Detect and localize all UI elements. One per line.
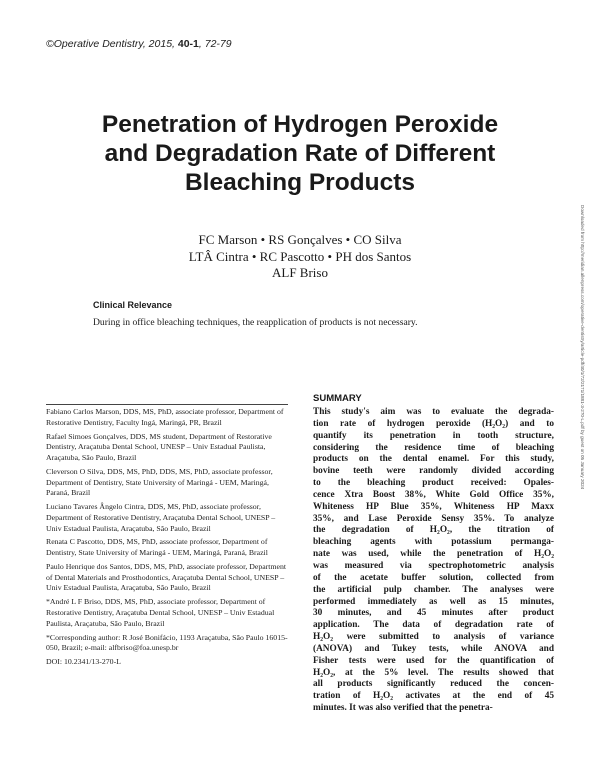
affiliations-divider [46,404,288,405]
summary-line: to the bleaching product received: Opales- [313,478,554,489]
summary-line: H₂O₂ were submitted to analysis of variance [313,632,554,643]
journal-name: Operative Dentistry [53,38,143,50]
download-note [577,205,587,765]
summary-line: the degradation of H₂O₂, the titration of [313,525,554,536]
author-list [60,232,540,282]
summary-line: considering the residence time of bleaching [313,442,554,453]
title-line: and Degradation Rate of Different [104,140,496,167]
affiliation-item: Paulo Henrique dos Santos, DDS, MS, PhD, associate professor, Department of Dental Materials and Prosthodontics, Araçatuba Dental School, UNESP – Univ Estadual Paulista, Araçatuba, São Paulo, Brazil [46,562,287,593]
doi: DOI: 10.2341/13-270-L [46,657,121,667]
journal-year: , 2015, [142,38,178,50]
journal-symbol: © [46,38,54,50]
summary-line: Fisher tests were used for the quantification of [313,655,554,666]
summary-line: cence Xtra Boost 38%, White Gold Office 35%, [313,489,554,500]
author-line: FC Marson • RS Gonçalves • CO Silva [198,232,402,247]
summary-line: nate was used, while the penetration of H₂O₂ [313,549,554,560]
summary-line: tion rate of hydrogen peroxide (H₂O₂) and to [313,418,554,429]
summary-line: application. The data of degradation rate of [313,620,554,631]
summary-line: of the acetate buffer solution, collected from [313,572,554,583]
affiliation-item: Rafael Simoes Gonçalves, DDS, MS student, Department of Restorative Dentistry, Araçatuba Dental School, UNESP – Univ Estadual Paulista, Araçatuba, São Paulo, Brazil [46,431,272,462]
summary-text [313,407,554,715]
summary-line: H₂O₂, at the 5% level. The results showed that [313,667,554,678]
summary-line: products on the dental enamel. For this study, [313,454,554,465]
summary-line: bleaching agents with potassium permanga- [313,537,554,548]
summary-line: (ANOVA) and Tukey tests, while ANOVA and [313,643,554,654]
summary-line: This study's aim was to evaluate the degrada- [313,407,554,417]
summary-line: all products significantly reduced the concen- [313,679,554,690]
journal-pages: , 72-79 [198,38,232,50]
summary-line: performed immediately as well as 15 minutes, [313,596,554,607]
corresponding-author: *Corresponding author: R José Bonifácio, 1193 Araçatuba, São Paulo 16015-050, Brazil; e-mail: alfbriso@foa.unesp.br [46,632,288,653]
summary-line: was measured via spectrophotometric analysis [313,560,554,571]
clinical-relevance-text: During in office bleaching techniques, the reapplication of products is not necessary. [93,317,418,328]
article-title [30,110,570,197]
journal-issue: 40-1 [177,38,199,50]
summary-line: bovine teeth were randomly divided according [313,466,554,477]
summary-line: Whiteness HP Blue 35%, Whiteness HP Maxx [313,501,554,512]
affiliation-item: Renata C Pascotto, DDS, MS, PhD, associate professor, Department of Dentistry, State University of Maringá - UEM, Maringá, Paraná, Brazil [46,537,268,558]
affiliations-block [46,404,288,671]
affiliation-item: Cleverson O Silva, DDS, MS, PhD, DDS, MS, PhD, associate professor, Department of Dentistry, State University of Maringá - UEM, Maringá, Paraná, Brazil [46,466,273,498]
title-line: Bleaching Products [184,169,416,196]
title-line: Penetration of Hydrogen Peroxide [101,111,499,138]
summary-line: tration of H₂O₂ activates at the end of 45 [313,691,554,702]
affiliation-item: Fabiano Carlos Marson, DDS, MS, PhD, associate professor, Department of Restorative Dentistry, Faculty Ingá, Maringá, PR, Brazil [46,407,284,427]
download-note-text: Downloaded from http://meridian.allenpress.com/operative-dentistry/article-pdf/40/1/72/2171/1881-3-270-L.pdf by guest on 05 January 2024 [580,205,585,490]
journal-citation [46,38,232,50]
affiliation-item: *André L F Briso, DDS, MS, PhD, associate professor, Department of Restorative Dentistry, Araçatuba Dental School, UNESP – Univ Estadual Paulista, Araçatuba, São Paulo, Brazil [46,597,275,628]
summary-line: 35%, and Lase Peroxide Sensy 35%. To analyze [313,513,554,524]
affiliation-item: Luciano Tavares Ângelo Cintra, DDS, MS, PhD, associate professor, Department of Restorative Dentistry, Araçatuba Dental School, UNESP – Univ Estadual Paulista, Araçatuba, São Paulo, Brazil [46,502,276,533]
clinical-relevance-heading: Clinical Relevance [93,300,173,310]
author-line: LTÂ Cintra • RC Pascotto • PH dos Santos [188,248,412,264]
summary-line: minutes. It was also verified that the penetra- [313,703,493,714]
summary-line: the artificial pulp chamber. The analyses were [313,584,554,595]
summary-heading: SUMMARY [313,393,362,404]
summary-line: quantify its penetration in tooth structure, [313,430,554,441]
summary-line: 30 minutes, and 45 minutes after product [313,608,554,619]
author-line: ALF Briso [272,265,328,280]
